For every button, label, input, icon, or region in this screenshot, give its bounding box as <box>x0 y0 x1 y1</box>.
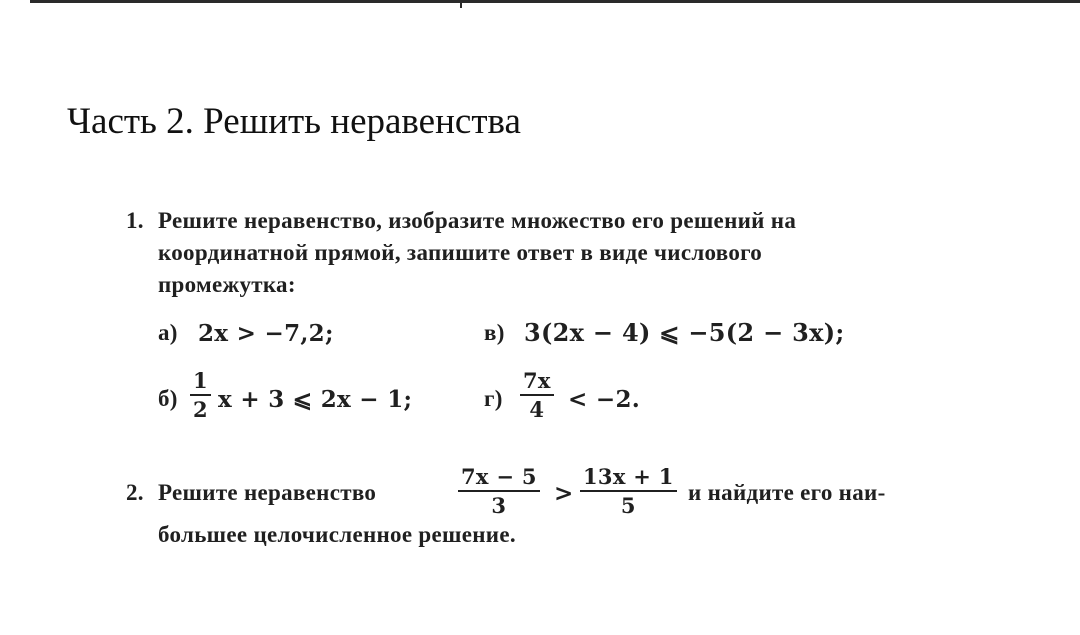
task2-fraction-right-numerator: 13x + 1 <box>583 464 674 489</box>
task1-text-line1: Решите неравенство, изобразите множество его решений на <box>158 208 797 233</box>
item-b-fraction-denominator: 2 <box>193 397 208 422</box>
item-g-label: г) <box>484 386 503 411</box>
task2-number: 2. <box>126 480 144 505</box>
item-b-expression: x + 3 ⩽ 2x − 1; <box>218 386 413 413</box>
task1-text-line2: координатной прямой, запишите ответ в виде числового <box>158 240 763 265</box>
item-v-label: в) <box>484 320 505 345</box>
item-v-expression: 3(2x − 4) ⩽ −5(2 − 3x); <box>524 318 845 347</box>
task2-fraction-right-denominator: 5 <box>620 493 636 518</box>
item-g-fraction <box>520 370 554 420</box>
task2-fraction-left-denominator: 3 <box>491 493 507 518</box>
item-g-expression: < −2. <box>568 386 641 413</box>
item-b-fraction <box>190 370 211 420</box>
top-divider <box>30 0 1080 3</box>
page-heading: Часть 2. Решить неравенства <box>67 101 521 142</box>
task2-fraction-left-numerator: 7x − 5 <box>461 464 537 489</box>
task2-fraction-left <box>458 466 540 516</box>
item-a-label: а) <box>158 320 178 345</box>
item-b-label: б) <box>158 386 178 411</box>
item-a-expression: 2x > −7,2; <box>198 320 334 347</box>
item-g-fraction-numerator: 7x <box>523 368 551 393</box>
item-g-fraction-denominator: 4 <box>529 397 545 422</box>
task2-operator: > <box>554 480 574 507</box>
item-b-fraction-numerator: 1 <box>193 368 208 393</box>
task2-suffix: и найдите его наи- <box>688 480 886 505</box>
task1-text-line3: промежутка: <box>158 272 296 297</box>
task2-line2: большее целочисленное решение. <box>158 522 516 547</box>
task2-prefix: Решите неравенство <box>158 480 377 505</box>
task1-number: 1. <box>126 208 144 233</box>
task2-fraction-right <box>580 466 677 516</box>
